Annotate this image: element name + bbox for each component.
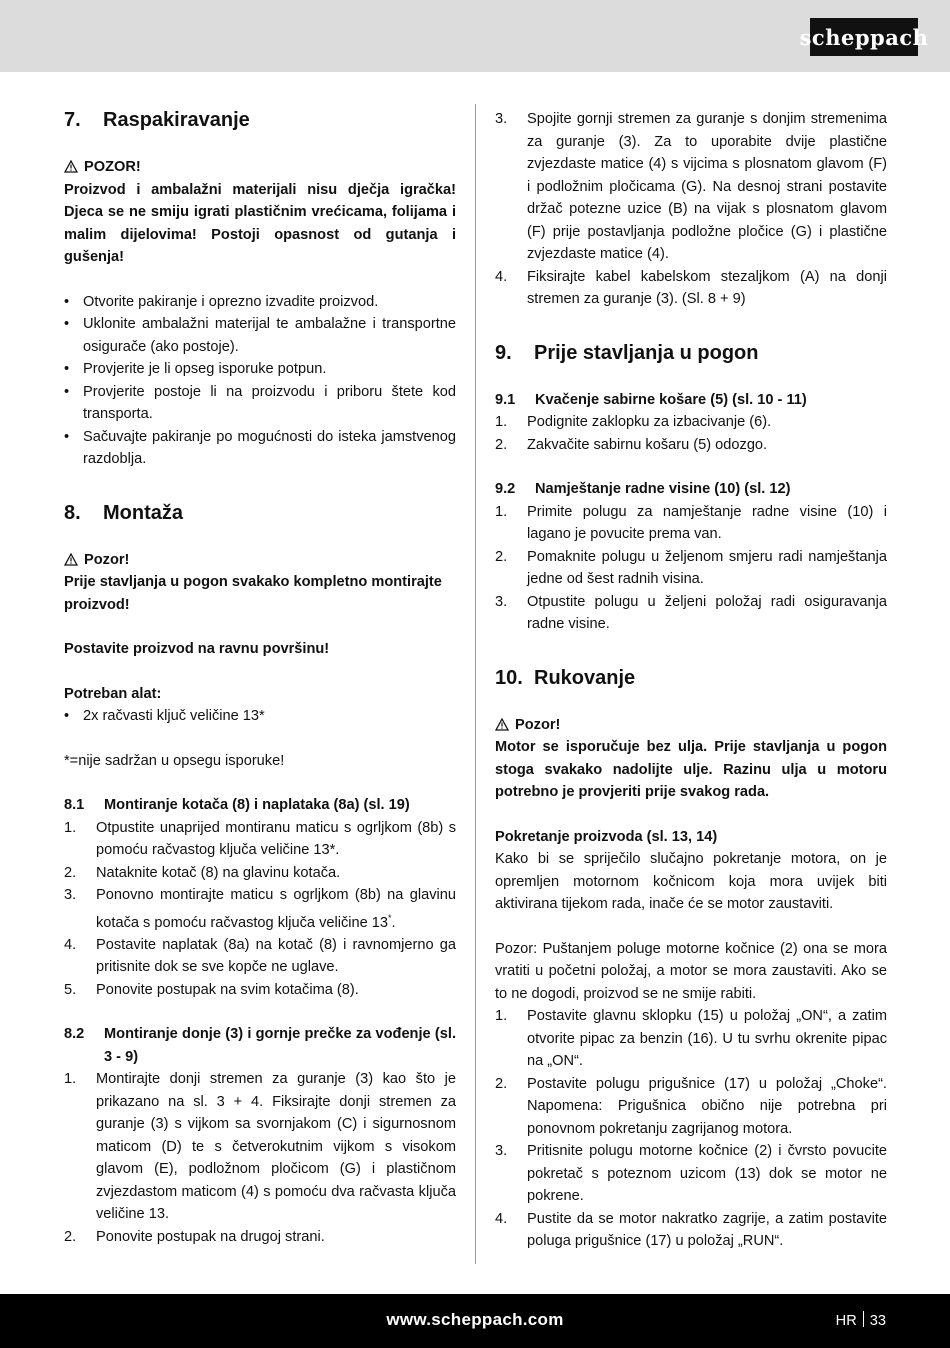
left-column — [64, 108, 456, 1248]
warning-icon — [64, 553, 78, 565]
list-item: 5. Ponovite postupak na svim kotačima (8). — [64, 981, 359, 998]
surface-note: Postavite proizvod na ravnu površinu! — [64, 641, 330, 657]
handle-steps-continued — [495, 108, 887, 311]
list-item: 1. Podignite zaklopku za izbacivanje (6). — [495, 414, 772, 430]
list-item: 3. Spojite gornji stremen za guranje s donjim stremenima za guranje (3). Za to uporabite dvije plastične zvjezdaste matice (4) s vijcima s plosnatom glavom (F) i podložnim pločicama (G). Na desnoj strani postavite držač potezne uzice (B) na vijak s plosnatom glavom (F) prije postavljanja podložne pločice (G) i plastične zvjezdaste matice (4). — [495, 111, 887, 262]
start-title: Pokretanje proizvoda (sl. 13, 14) — [495, 828, 718, 845]
list-item: 3. Ponovno montirajte maticu s ogrljkom (8b) na glavinu kotača s pomoću račvastog ključa veličine 13*. — [64, 887, 456, 931]
list-item: 4. Fiksirajte kabel kabelskom stezaljkom (A) na donji stremen za guranje (3). (Sl. 8 + 9) — [495, 268, 887, 307]
list-item: 2. Zakvačite sabirnu košaru (5) odozgo. — [495, 436, 768, 453]
section-7-warning: POZOR! Proizvod i ambalažni materijali nisu dječja igračka! Djeca se ne smiju igrati plastičnim vrećicama, folijama i malim dijelovima! Postoji opasnost od gutanja i gušenja! — [64, 156, 456, 269]
page-footer — [0, 1294, 950, 1348]
website-link[interactable]: www.scheppach.com — [386, 1310, 564, 1329]
delivery-note: *=nije sadržan u opsegu isporuke! — [64, 752, 285, 769]
list-item: 1. Otpustite unaprijed montiranu maticu s ogrljkom (8b) s pomoću račvastog ključa veličine 13*. — [64, 819, 456, 858]
list-item: 2. Postavite polugu prigušnice (17) u položaj „Choke“. Napomena: Prigušnica obično nije potrebna pri ponovnom pokretanju zagrijanog motora. — [495, 1075, 887, 1137]
list-item: 4. Pustite da se motor nakratko zagrije, a zatim postavite poluga prigušnice (17) u položaj „RUN“. — [495, 1210, 887, 1249]
handle-steps — [64, 1068, 456, 1248]
warning-text: Motor se isporučuje bez ulja. Prije stavljanja u pogon stoga svakako nadolijte ulje. Razinu ulja u motoru potrebno je provjeriti prije svakog rada. — [495, 739, 887, 800]
list-item: 4. Postavite naplatak (8a) na kotač (8) i ravnomjerno ga pritisnite dok se sve kopče ne uglave. — [64, 936, 456, 976]
warning-text: Proizvod i ambalažni materijali nisu dječja igračka! Djeca se ne smiju igrati plastičnim vrećicama, folijama i malim dijelovima! Postoji opasnost od gutanja i gušenja! — [64, 181, 456, 265]
page-header — [0, 0, 950, 72]
list-item: • Otvorite pakiranje i oprezno izvadite proizvod. — [64, 293, 379, 310]
unpacking-list — [64, 291, 456, 471]
list-item: 2. Nataknite kotač (8) na glavinu kotača. — [64, 864, 341, 881]
wheel-steps — [64, 817, 456, 1002]
warning-icon — [64, 160, 78, 172]
section-9-heading: 9. Prije stavljanja u pogon — [495, 341, 759, 364]
height-steps — [495, 501, 887, 636]
list-item: • Uklonite ambalažni materijal te ambalažne i transportne osigurače (ako postoje). — [64, 316, 456, 355]
list-item: 1. Primite polugu za namještanje radne visine (10) i lagano je povucite prema van. — [495, 503, 887, 542]
section-8-heading: 8. Montaža — [64, 501, 183, 524]
section-8-1-heading: 8.1 Montiranje kotača (8) i naplataka (8a) (sl. 19) — [64, 797, 410, 813]
scheppach-logo: scheppach — [810, 18, 918, 56]
warning-text: Prije stavljanja u pogon svakako kompletno montirajte proizvod! — [64, 574, 442, 613]
right-column — [495, 108, 887, 1253]
list-item: 2. Pomaknite polugu u željenom smjeru radi namještanja jedne od šest radnih visina. — [495, 548, 887, 587]
basket-steps — [495, 411, 887, 456]
list-item: 3. Otpustite polugu u željeni položaj radi osiguravanja radne visine. — [495, 593, 887, 632]
section-8-warning: Pozor! Prije stavljanja u pogon svakako kompletno montirajte proizvod! — [64, 549, 456, 617]
page-number: HR 33 — [835, 1313, 886, 1329]
list-item: • Sačuvajte pakiranje po mogućnosti do isteka jamstvenog razdoblja. — [64, 428, 456, 467]
list-item: • Provjerite postoje li na proizvodu i priboru štete kod transporta. — [64, 383, 456, 422]
column-divider — [475, 104, 476, 1264]
section-9-1-heading: 9.1 Kvačenje sabirne košare (5) (sl. 10 - 11) — [495, 391, 807, 408]
start-text: Kako bi se spriječilo slučajno pokretanje motora, on je opremljen motornom kočnicom koja mora uvijek biti aktivirana tijekom rada, inače će se motor zaustaviti. — [495, 851, 887, 912]
section-10-warning: Pozor! Motor se isporučuje bez ulja. Prije stavljanja u pogon stoga svakako nadolijte ulje. Razinu ulja u motoru potrebno je provjeriti prije svakog rada. — [495, 714, 887, 804]
list-item: 1. Postavite glavnu sklopku (15) u položaj „ON“, a zatim otvorite pipac za benzin (16). U tu svrhu okrenite pipac na „ON“. — [495, 1008, 887, 1069]
tools-list — [64, 705, 456, 728]
pozor-text: Pozor: Puštanjem poluge motorne kočnice (2) ona se mora vratiti u početni položaj, a motor se mora zaustaviti. Ako se to ne dogodi, proizvod se ne smije rabiti. — [495, 940, 887, 1002]
list-item: 3. Pritisnite polugu motorne kočnice (2) i čvrsto povucite pokretač s poteznom uzicom (13) dok se motor ne pokrene. — [495, 1143, 887, 1204]
section-8-2-heading: 8.2 Montiranje donje (3) i gornje prečke za vođenje (sl. 3 - 9) — [64, 1026, 456, 1065]
list-item: • 2x račvasti ključ veličine 13* — [64, 708, 265, 724]
section-9-2-heading: 9.2 Namještanje radne visine (10) (sl. 12) — [495, 481, 791, 497]
tools-label: Potreban alat: — [64, 685, 162, 702]
warning-icon — [495, 718, 509, 730]
list-item: • Provjerite je li opseg isporuke potpun. — [64, 361, 327, 377]
list-item: 2. Ponovite postupak na drugoj strani. — [64, 1228, 325, 1245]
section-7-heading: 7. Raspakiravanje — [64, 109, 250, 131]
section-10-heading: 10. Rukovanje — [495, 666, 636, 689]
start-steps — [495, 1005, 887, 1253]
list-item: 1. Montirajte donji stremen za guranje (3) kao što je prikazano na sl. 3 + 4. Fiksirajte donji stremen za guranje (3) s vijkom sa svornjakom (C) i sigurnosnom maticom (D) te s četverokutnim vijkom s visokom glavom (E), podložnom pločicom (G) i plastičnom zvjezdastom maticom (4) s pomoću dva račvasta ključa veličine 13. — [64, 1071, 456, 1223]
